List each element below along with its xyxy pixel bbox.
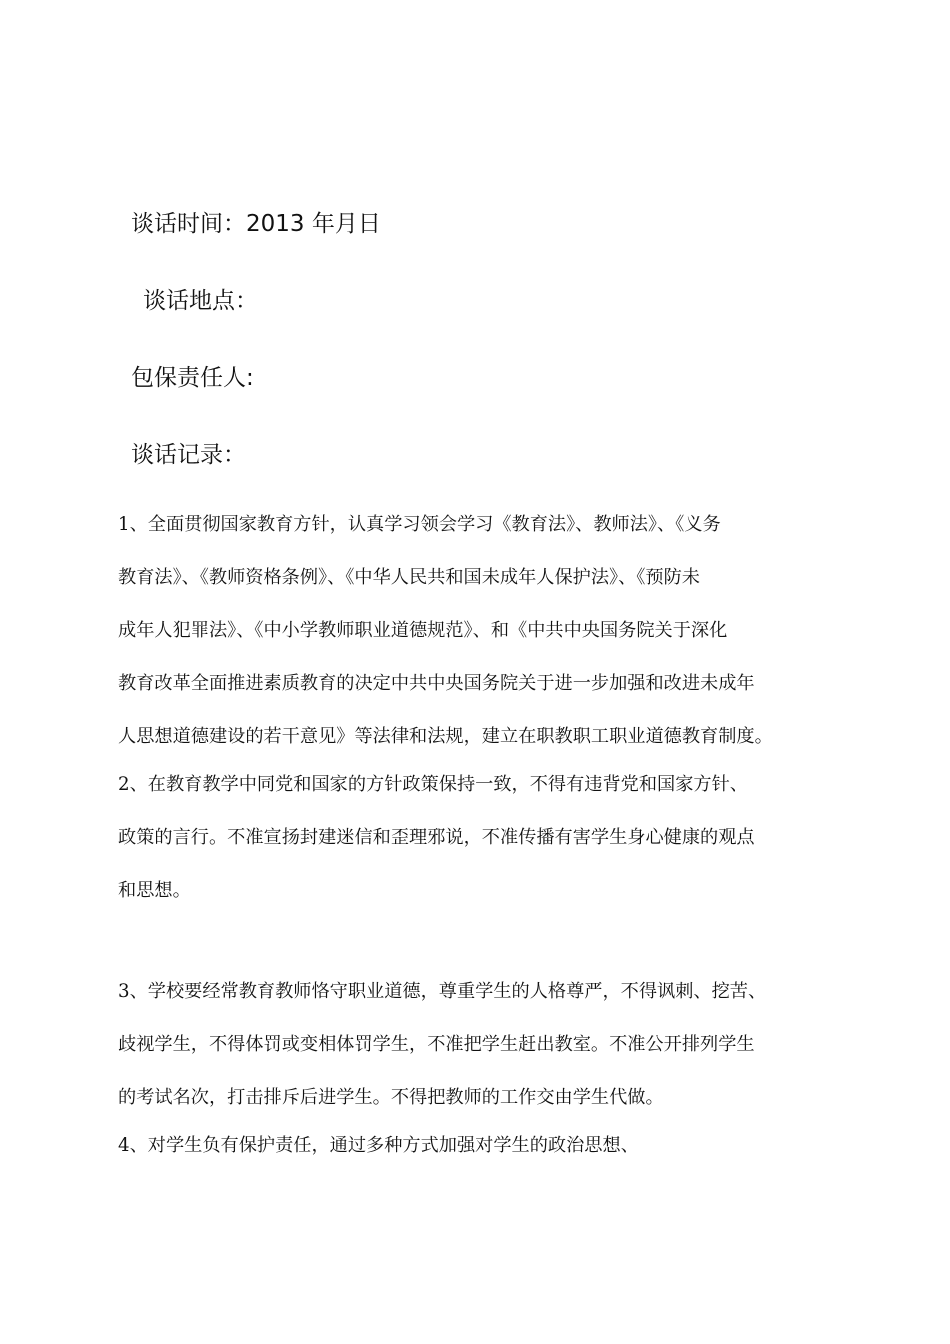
paragraph-line: 教育改革全面推进素质教育的决定中共中央国务院关于进一步加强和改进未成年 xyxy=(118,673,755,694)
paragraph-line: 政策的言行。不准宣扬封建迷信和歪理邪说，不准传播有害学生身心健康的观点 xyxy=(118,827,755,848)
talk-time-field: 谈话时间：2013 年月日 xyxy=(131,211,381,237)
paragraph-line: 歧视学生，不得体罚或变相体罚学生，不准把学生赶出教室。不准公开排列学生 xyxy=(118,1034,755,1055)
talk-record-heading: 谈话记录： xyxy=(131,442,246,468)
paragraph-line: 和思想。 xyxy=(118,880,191,901)
paragraph-line: 的考试名次，打击排斥后进学生。不得把教师的工作交由学生代做。 xyxy=(118,1087,664,1108)
paragraph-3 xyxy=(118,965,848,1124)
paragraph-line: 4、对学生负有保护责任，通过多种方式加强对学生的政治思想、 xyxy=(118,1135,639,1156)
paragraph-line: 3、学校要经常教育教师恪守职业道德，尊重学生的人格尊严，不得讽刺、挖苦、 xyxy=(118,981,767,1002)
responsible-person-field: 包保责任人: xyxy=(131,365,254,391)
paragraph-line: 人思想道德建设的若干意见》等法律和法规，建立在职教职工职业道德教育制度。 xyxy=(118,726,773,747)
paragraph-line: 成年人犯罪法》、《中小学教师职业道德规范》、和《中共中央国务院关于深化 xyxy=(118,620,728,641)
talk-place-field: 谈话地点： xyxy=(143,288,258,314)
paragraph-2 xyxy=(118,758,848,917)
paragraph-4 xyxy=(118,1119,848,1172)
paragraph-line: 2、在教育教学中同党和国家的方针政策保持一致，不得有违背党和国家方针、 xyxy=(118,774,748,795)
paragraph-line: 1、全面贯彻国家教育方针，认真学习领会学习《教育法》、教师法》、《义务 xyxy=(118,514,721,535)
paragraph-1 xyxy=(118,498,848,763)
paragraph-line: 教育法》、《教师资格条例》、《中华人民共和国未成年人保护法》、《预防未 xyxy=(118,567,700,588)
